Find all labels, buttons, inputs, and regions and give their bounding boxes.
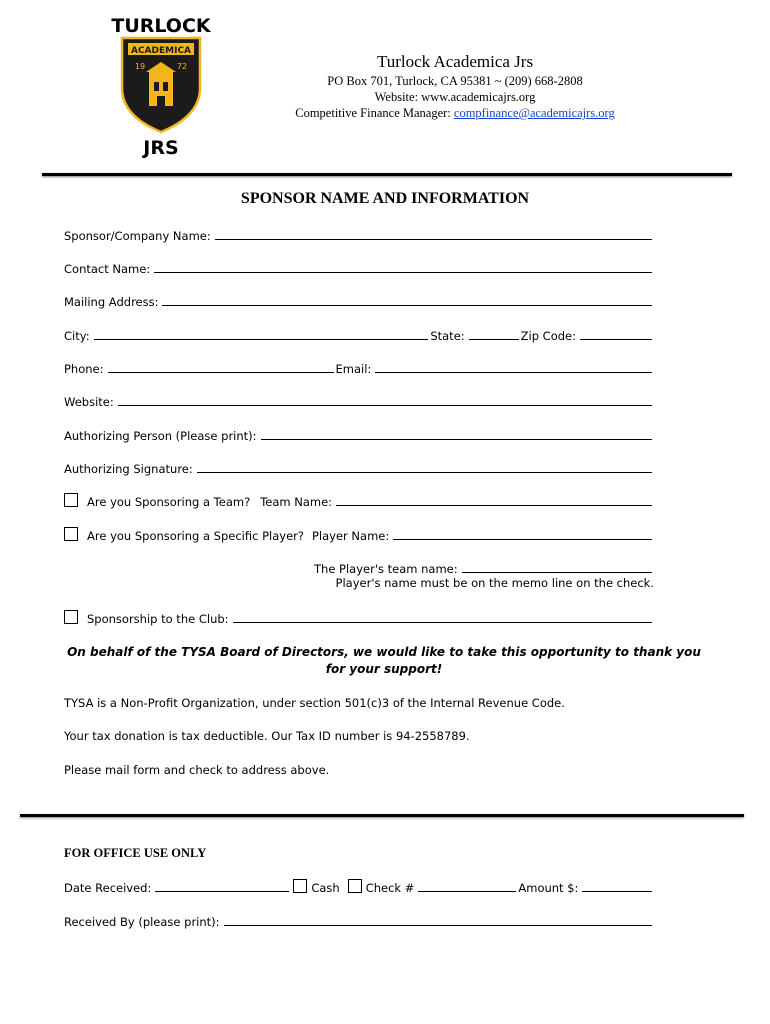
phone-row: [64, 358, 654, 376]
org-website: Website: www.academicajrs.org: [374, 90, 536, 104]
city-row: [64, 325, 654, 343]
mailing-field[interactable]: [162, 305, 652, 306]
received-by-field[interactable]: [224, 925, 652, 926]
received-by-row: [64, 911, 654, 929]
mailing-label: Mailing Address:: [64, 295, 159, 309]
website-label: Website:: [64, 395, 114, 409]
auth-signature-label: Authorizing Signature:: [64, 462, 193, 476]
org-name: Turlock Academica Jrs: [376, 52, 534, 71]
logo-bottom-text: JRS: [143, 137, 179, 159]
org-manager: [250, 106, 660, 121]
email-label: Email:: [335, 362, 372, 376]
player-team-field[interactable]: [462, 572, 652, 573]
sponsor-company-field[interactable]: [215, 239, 652, 240]
auth-person-label: Authorizing Person (Please print):: [64, 429, 257, 443]
office-divider: [20, 814, 744, 817]
mail-text: Please mail form and check to address above.: [64, 763, 330, 777]
auth-person-field[interactable]: [261, 439, 652, 440]
received-by-label: Received By (please print):: [64, 915, 220, 929]
email-field[interactable]: [375, 372, 652, 373]
player-name-field[interactable]: [393, 539, 652, 540]
check-number-field[interactable]: [418, 891, 516, 892]
manager-email-link[interactable]: compfinance@academicajrs.org: [453, 106, 615, 120]
website-row: [64, 391, 654, 409]
cash-label: Cash: [311, 881, 340, 895]
turlock-academica-logo: [108, 10, 214, 160]
player-name-label: Player Name:: [311, 529, 390, 543]
org-address: PO Box 701, Turlock, CA 95381 ~ (209) 668-2808: [327, 74, 583, 88]
team-checkbox[interactable]: [64, 493, 78, 507]
logo-year-left: 19: [134, 62, 146, 71]
nonprofit-text: TYSA is a Non-Profit Organization, under section 501(c)3 of the Internal Revenue Code.: [64, 696, 565, 710]
zip-label: Zip Code:: [520, 329, 576, 343]
website-field[interactable]: [118, 405, 652, 406]
sponsor-company-label: Sponsor/Company Name:: [64, 229, 211, 243]
contact-row: [64, 258, 654, 276]
thanks-message: On behalf of the TYSA Board of Directors, we would like to take this opportunity to thank you for your support!: [67, 645, 701, 676]
team-name-label: Team Name:: [260, 495, 333, 509]
team-name-field[interactable]: [336, 505, 652, 506]
logo-year-right: 72: [176, 62, 188, 71]
player-row: [64, 525, 654, 543]
auth-signature-row: [64, 458, 654, 476]
memo-note: Player's name must be on the memo line on the check.: [335, 576, 654, 590]
office-date-row: [64, 877, 654, 895]
club-label: Sponsorship to the Club:: [87, 612, 229, 626]
check-label: Check #: [365, 881, 415, 895]
club-field[interactable]: [233, 622, 652, 623]
state-field[interactable]: [469, 339, 519, 340]
team-question: Are you Sponsoring a Team?: [87, 495, 251, 509]
player-team-label: The Player's team name:: [314, 562, 458, 576]
logo-top-text: TURLOCK: [111, 15, 211, 37]
date-received-label: Date Received:: [64, 881, 152, 895]
section-title: SPONSOR NAME AND INFORMATION: [240, 190, 530, 207]
player-question: Are you Sponsoring a Specific Player?: [87, 529, 304, 543]
amount-field[interactable]: [582, 891, 652, 892]
state-label: State:: [430, 329, 465, 343]
office-title: FOR OFFICE USE ONLY: [64, 846, 207, 860]
city-field[interactable]: [94, 339, 429, 340]
club-checkbox[interactable]: [64, 610, 78, 624]
auth-person-row: [64, 425, 654, 443]
team-row: [64, 491, 654, 509]
player-team-row: [314, 558, 654, 576]
phone-field[interactable]: [108, 372, 334, 373]
date-received-field[interactable]: [155, 891, 289, 892]
tax-text: Your tax donation is tax deductible. Our Tax ID number is 94-2558789.: [64, 729, 470, 743]
phone-label: Phone:: [64, 362, 104, 376]
logo-band-text: ACADEMICA: [130, 46, 192, 56]
player-checkbox[interactable]: [64, 527, 78, 541]
contact-label: Contact Name:: [64, 262, 151, 276]
contact-field[interactable]: [154, 272, 652, 273]
mailing-row: [64, 291, 654, 309]
auth-signature-field[interactable]: [197, 472, 652, 473]
cash-checkbox[interactable]: [293, 879, 307, 893]
amount-label: Amount $:: [518, 881, 579, 895]
header-divider: [42, 173, 732, 176]
sponsor-company-row: [64, 225, 654, 243]
manager-label: Competitive Finance Manager:: [295, 106, 451, 120]
zip-field[interactable]: [580, 339, 652, 340]
check-checkbox[interactable]: [348, 879, 362, 893]
city-label: City:: [64, 329, 90, 343]
club-row: [64, 608, 654, 626]
